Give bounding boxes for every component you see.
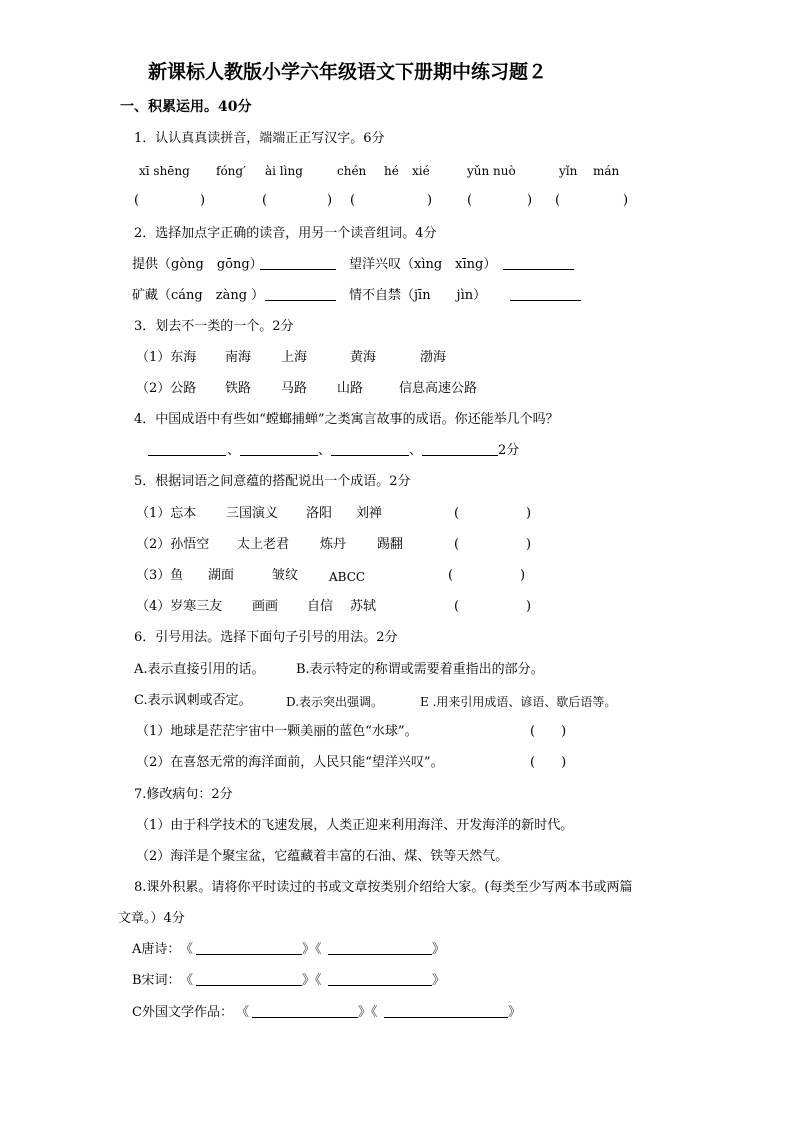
question-4-stem: 4．中国成语中有些如“螳螂捕蝉”之类寓言故事的成语。你还能举几个吗？ [134,412,559,427]
question-8-stem: 8.课外积累。请将你平时读过的书或文章按类别介绍给大家。(每类至少写两本书或两篇 [134,880,633,895]
answer-paren: ( [448,568,454,583]
answer-blank[interactable] [260,257,336,270]
answer-paren: ( [454,599,460,614]
q3-word: 铁路 [225,381,252,396]
q3-word: 渤海 [420,350,447,365]
question-2-stem: 2．选择加点字正确的读音，用另一个读音组词。4分 [134,226,437,241]
q2-item-d: 情不自禁（jīn jìn） [349,288,487,303]
separator: 、 [409,443,423,458]
q5-word: 自信 [307,599,334,614]
page-title: 新课标人教版小学六年级语文下册期中练习题２ [148,61,548,83]
pinyin-6: xié [412,164,430,178]
separator: 、 [227,443,241,458]
answer-paren: ) [623,193,629,208]
title-bracket: 《 [236,1005,250,1020]
pinyin-7: yǔn nuò [467,164,516,178]
answer-blank[interactable] [328,973,432,986]
q3-word: （1）东海 [136,350,197,365]
question-3-stem: 3．划去不一类的一个。2分 [134,319,294,334]
title-bracket: 》 [432,942,446,957]
q7-sentence-2: （2）海洋是个聚宝盆，它蕴藏着丰富的石油、煤、铁等天然气。 [136,849,509,864]
q5-word: 三国演义 [226,506,279,521]
pinyin-4: chén [337,164,367,178]
q5-word: 踢翻 [377,537,404,552]
section-heading: 一、积累运用。40分 [120,99,252,115]
title-bracket: 》 [508,1005,522,1020]
answer-paren: ) [200,193,206,208]
q3-word: 信息高速公路 [399,381,478,396]
answer-paren: ( [454,537,460,552]
q5-word: （1）忘本 [136,506,197,521]
question-1-stem: 1．认认真真读拼音，端端正正写汉字。6分 [134,131,385,146]
answer-paren: ( [350,193,356,208]
title-bracket: 》《 [302,942,322,957]
question-8-stem-cont: 文章。）4分 [118,911,185,926]
answer-blank[interactable] [252,1005,358,1018]
q5-word: （2）孙悟空 [136,537,210,552]
pinyin-8: yǐn [559,164,578,178]
score-label: 2分 [498,443,520,458]
q5-word: 画画 [252,599,279,614]
answer-blank[interactable] [196,973,302,986]
title-bracket: 》《 [358,1005,378,1020]
answer-paren: ( [555,193,561,208]
q5-word: 皱纹 [272,568,299,583]
q3-word: 黄海 [350,350,377,365]
answer-blank[interactable] [265,288,336,301]
answer-blank[interactable] [328,942,432,955]
answer-paren: ( [454,506,460,521]
q3-word: 上海 [281,350,308,365]
q5-word: （4）岁寒三友 [136,599,223,614]
q2-item-a: 提供（gòng gōng） [132,257,263,272]
q6-option-b: B.表示特定的称谓或需要着重指出的部分。 [296,662,544,677]
q6-sentence-1: （1）地球是茫茫宇宙中一颗美丽的蓝色“水球”。 [136,724,418,739]
q6-option-c: C.表示讽刺或否定。 [134,693,252,708]
q3-word: （2）公路 [136,381,197,396]
pinyin-2: fóng′ [216,164,246,178]
q3-word: 南海 [225,350,252,365]
q2-item-b: 望洋兴叹（xìng xīng） [349,257,497,272]
answer-paren: ( ) [530,724,567,739]
title-bracket: 》 [432,973,446,988]
title-bracket: 《 [180,942,194,957]
pinyin-9: mán [593,164,620,178]
q5-word: 苏轼 [350,599,377,614]
q3-word: 马路 [281,381,308,396]
pinyin-5: hé [384,164,399,178]
answer-blank[interactable] [148,443,226,456]
title-bracket: 《 [180,973,194,988]
q3-word: 山路 [337,381,364,396]
answer-paren: ) [520,568,526,583]
question-6-stem: 6．引号用法。选择下面句子引号的用法。2分 [134,630,398,645]
pinyin-3: ài lìng [265,164,303,178]
answer-paren: ) [427,193,433,208]
answer-paren: ) [527,193,533,208]
answer-paren: ) [526,506,532,521]
answer-paren: ) [526,599,532,614]
title-bracket: 》《 [302,973,322,988]
answer-paren: ) [526,537,532,552]
separator: 、 [318,443,332,458]
answer-paren: ( [134,193,140,208]
q8-category-c: C外国文学作品： [132,1005,233,1020]
q5-word: （3）鱼 [136,568,184,583]
q6-option-d: D.表示突出强调。 [286,695,384,709]
answer-blank[interactable] [196,942,302,955]
q7-sentence-1: （1）由于科学技术的飞速发展，人类正迎来利用海洋、开发海洋的新时代。 [136,818,574,833]
q5-word: ABCC [329,570,366,584]
q5-word: 洛阳 [306,506,333,521]
q5-word: 炼丹 [320,537,347,552]
question-7-stem: 7.修改病句：2分 [134,787,233,802]
answer-paren: ) [327,193,333,208]
q6-option-a: A.表示直接引用的话。 [134,662,265,677]
answer-blank[interactable] [384,1005,508,1018]
answer-paren: ( ) [530,755,567,770]
q8-category-a: A唐诗： [132,942,181,957]
q6-sentence-2: （2）在喜怒无常的海洋面前，人民只能“望洋兴叹”。 [136,755,444,770]
q8-category-b: B宋词： [132,973,181,988]
answer-paren: ( [467,193,473,208]
q5-word: 太上老君 [237,537,290,552]
question-5-stem: 5．根据词语之间意蕴的搭配说出一个成语。2分 [134,474,411,489]
q2-item-c: 矿藏（cáng zàng ） [132,288,265,303]
answer-blank[interactable] [510,288,581,301]
answer-blank[interactable] [240,443,318,456]
q6-option-e: E .用来引用成语、谚语、歇后语等。 [420,695,617,709]
q5-word: 湖面 [208,568,235,583]
answer-blank[interactable] [331,443,409,456]
q5-word: 刘禅 [356,506,383,521]
answer-paren: ( [262,193,268,208]
answer-blank[interactable] [503,257,574,270]
answer-blank[interactable] [422,443,498,456]
pinyin-1: xī shēng [139,164,190,178]
